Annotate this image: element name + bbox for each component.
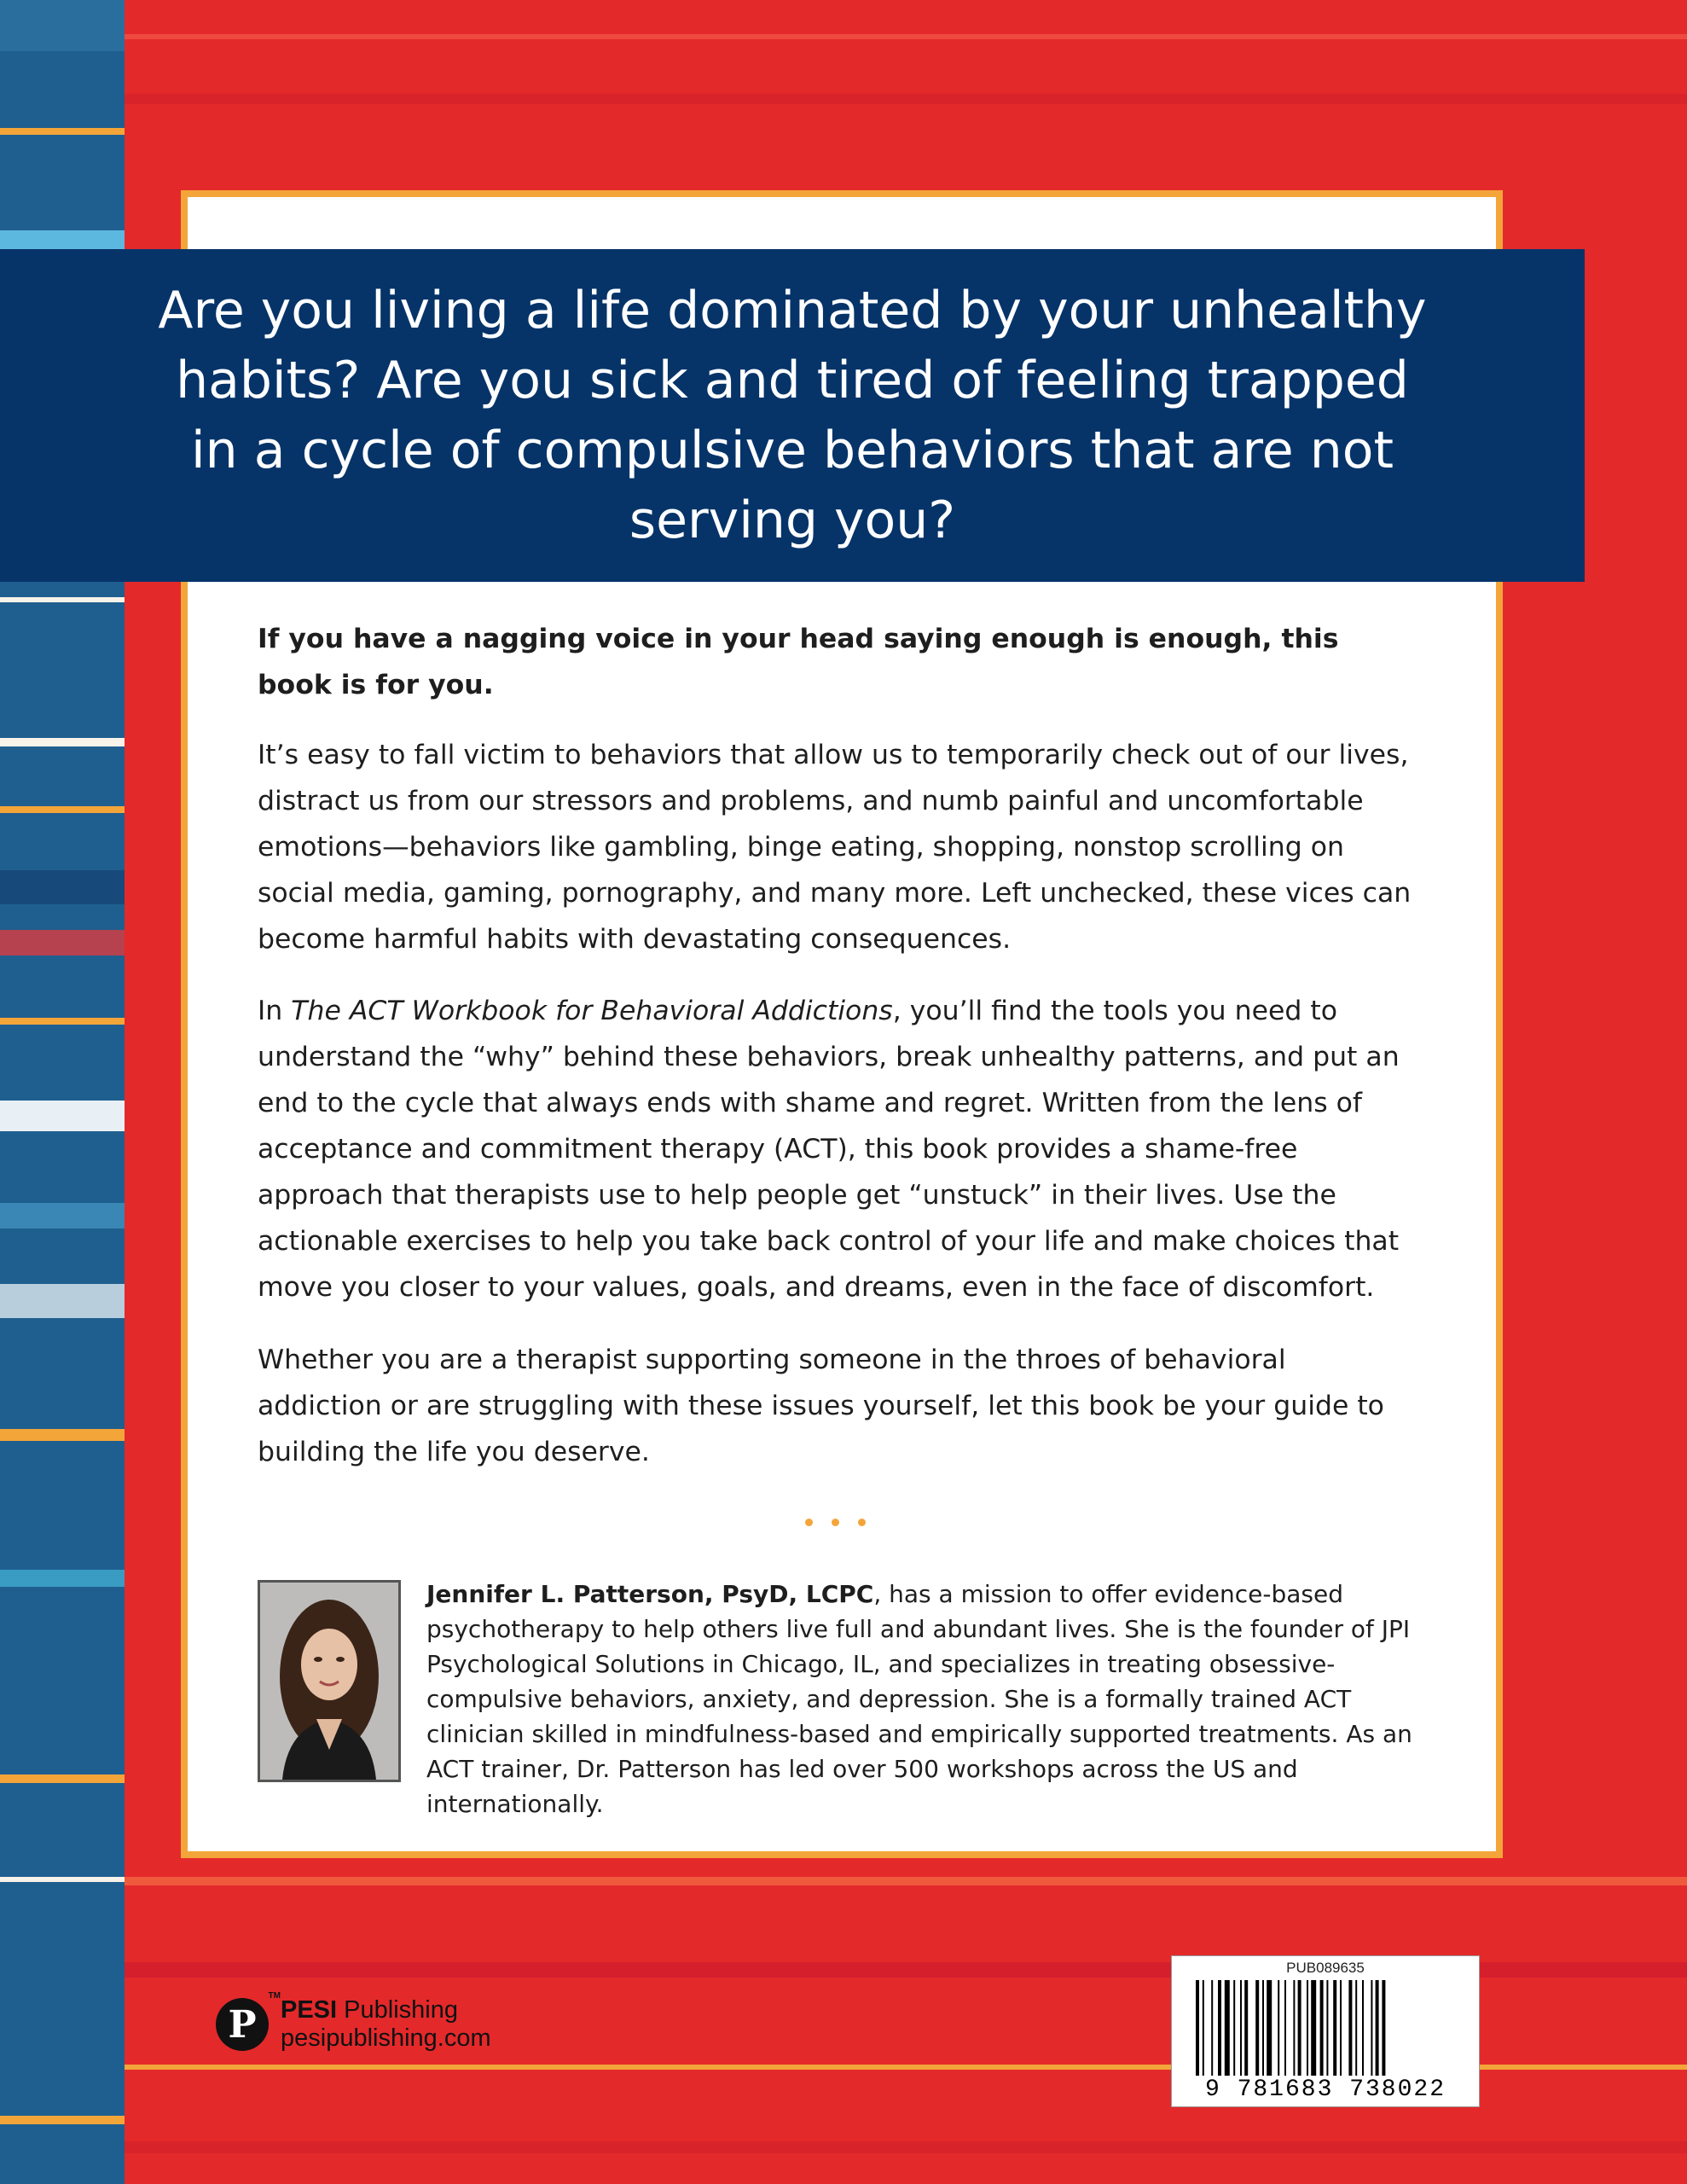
barcode-bar [1255,1980,1259,2076]
barcode-bar [1284,1980,1286,2076]
barcode-bar [1307,1980,1308,2076]
paragraph-3: Whether you are a therapist supporting someone in the throes of behavioral addiction or are struggling with these issues yourself, let this book be your guide to building the life you deserve. [258,1345,1384,1467]
barcode-bar [1362,1980,1364,2076]
barcode-bar [1244,1980,1248,2076]
author-bio-text: , has a mission to offer evidence-based psychotherapy to help others live full and abundant lives. She is the founder of JPI Psychological Solutions in Chicago, IL, and specializes in treating obsessive-compulsive behaviors, anxiety, and depression. She is a formally trained ACT clinician skilled in mindfulness-based and empirically supported treatments. As an ACT trainer, Dr. Patterson has led over 500 workshops across the US and internationally. [426,1580,1412,1818]
publisher-logo-icon: P TM [216,1998,269,2051]
publisher-name-bold: PESI [281,1996,338,2024]
barcode-code: PUB089635 [1286,1960,1365,1976]
barcode-bar [1348,1980,1352,2076]
barcode-bar [1262,1980,1264,2076]
publisher-name-rest: Publishing [337,1996,458,2024]
barcode-bar [1211,1980,1213,2076]
barcode-bar [1278,1980,1279,2076]
barcode-bar [1196,1980,1199,2076]
book-title: The ACT Workbook for Behavioral Addictions [291,996,893,1026]
barcode-bar [1340,1980,1342,2076]
barcode-bar [1218,1980,1221,2076]
barcode-bar [1233,1980,1235,2076]
barcode-bar [1293,1980,1295,2076]
barcode-bar [1320,1980,1324,2076]
barcode-isbn: 9 781683 738022 [1204,2077,1446,2103]
headline-text: Are you living a life dominated by your unhealthy habits? Are you sick and tired of feeling trapped in a cycle of compulsive behaviors that are not serving you? [158,281,1427,550]
paragraph-2 [258,988,1417,1310]
lead-paragraph: If you have a nagging voice in your head saying enough is enough, this book is for you. [258,624,1339,700]
barcode-bar [1267,1980,1272,2076]
barcode-bar [1355,1980,1357,2076]
author-credentials: , PsyD, LCPC [704,1580,874,1608]
barcode-bar [1326,1980,1328,2076]
author-photo [258,1580,401,1782]
barcode-bar [1376,1980,1379,2076]
barcode-bar [1203,1980,1204,2076]
barcode [1171,1955,1480,2107]
paragraph-2-intro: In [258,996,292,1026]
barcode-bar [1371,1980,1372,2076]
headline-banner [0,249,1585,582]
separator-dots [805,1519,866,1526]
publisher-url: pesipublishing.com [281,2024,491,2052]
trademark-mark: TM [268,1991,281,2001]
publisher-logo [216,1991,491,2053]
paragraph-2-rest: , you’ll find the tools you need to understand the “why” behind these behaviors, break unhealthy patterns, and put an end to the cycle that always ends with shame and regret. Written from the lens of acceptance and commitment therapy (ACT), this book provides a shame-free approach that therapists use to help people get “unstuck” in their lives. Use the actionable exercises to help you take back control of your life and make choices that move you closer to your values, goals, and dreams, even in the face of discomfort. [258,996,1400,1303]
barcode-bar [1298,1980,1301,2076]
author-bio [426,1577,1433,1821]
publisher-text [281,1996,491,2053]
barcode-bar [1382,1980,1385,2076]
barcode-bars [1196,1980,1455,2076]
barcode-bar [1333,1980,1336,2076]
barcode-bar [1225,1980,1230,2076]
author-name: Jennifer L. Patterson [426,1580,704,1608]
paragraph-1: It’s easy to fall victim to behaviors that allow us to temporarily check out of our lives, distract us from our stressors and problems, and numb painful and uncomfortable emotions—behaviors like gambling, binge eating, shopping, nonstop scrolling on social media, gaming, pornography, and many more. Left unchecked, these vices can become harmful habits with devastating consequences. [258,740,1412,955]
barcode-bar [1311,1980,1316,2076]
barcode-bar [1240,1980,1242,2076]
